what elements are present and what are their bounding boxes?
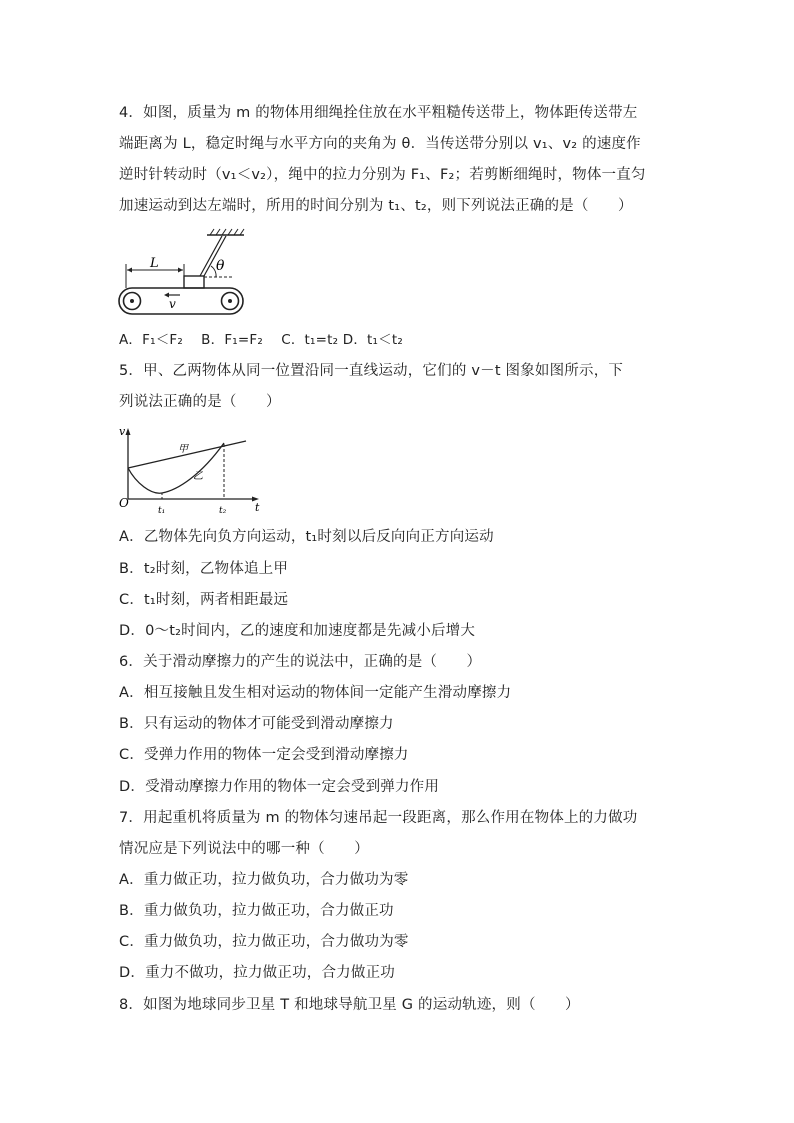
yi-label: 乙 bbox=[193, 471, 203, 482]
q6-stem: 6．关于滑动摩擦力的产生的说法中，正确的是（ ） bbox=[119, 654, 482, 670]
ceiling-hatch bbox=[210, 229, 244, 235]
t-axis-label: t bbox=[255, 501, 260, 514]
series-yi-curve bbox=[128, 443, 224, 493]
q5-stem-line-2: 列说法正确的是（ ） bbox=[119, 394, 281, 410]
block bbox=[184, 276, 204, 288]
q7-option-a: A．重力做正功，拉力做负功，合力做功为零 bbox=[119, 872, 409, 888]
q7-option-d: D．重力不做功，拉力做正功，合力做正功 bbox=[119, 965, 395, 981]
q4-stem-line-2: 端距离为 L，稳定时绳与水平方向的夹角为 θ．当传送带分别以 v₁、v₂ 的速度作 bbox=[119, 136, 641, 152]
q7-stem-line-2: 情况应是下列说法中的哪一种（ ） bbox=[119, 841, 369, 857]
v-axis-label: v bbox=[119, 425, 126, 438]
q6-option-d: D．受滑动摩擦力作用的物体一定会受到弹力作用 bbox=[119, 779, 440, 795]
origin-label: O bbox=[119, 496, 129, 510]
q6-option-b: B．只有运动的物体才可能受到滑动摩擦力 bbox=[119, 716, 394, 732]
angle-label: θ bbox=[216, 258, 225, 274]
velocity-label: v bbox=[169, 297, 176, 311]
q5-option-a: A．乙物体先向负方向运动，t₁时刻以后反向向正方向运动 bbox=[119, 529, 494, 545]
q5-option-b: B．t₂时刻，乙物体追上甲 bbox=[119, 561, 289, 577]
q6-option-c: C．受弹力作用的物体一定会受到滑动摩擦力 bbox=[119, 747, 409, 763]
conveyor-belt-figure bbox=[116, 226, 248, 322]
q7-option-b: B．重力做负功，拉力做正功，合力做正功 bbox=[119, 903, 394, 919]
q5-stem-line-1: 5．甲、乙两物体从同一位置沿同一直线运动，它们的 v－t 图象如图所示，下 bbox=[119, 363, 624, 379]
q4-stem-line-4: 加速运动到达左端时，所用的时间分别为 t₁、t₂，则下列说法正确的是（ ） bbox=[119, 198, 633, 214]
q4-stem-line-3: 逆时针转动时（v₁＜v₂），绳中的拉力分别为 F₁、F₂；若剪断细绳时，物体一直匀 bbox=[119, 167, 646, 183]
t2-label: t₂ bbox=[219, 506, 227, 516]
jia-label: 甲 bbox=[178, 444, 188, 455]
length-label: L bbox=[150, 256, 159, 271]
q7-stem-line-1: 7．用起重机将质量为 m 的物体匀速吊起一段距离，那么作用在物体上的力做功 bbox=[119, 810, 638, 826]
q6-option-a: A．相互接触且发生相对运动的物体间一定能产生滑动摩擦力 bbox=[119, 685, 512, 701]
q4-stem-line-1: 4．如图，质量为 m 的物体用细绳拴住放在水平粗糙传送带上，物体距传送带左 bbox=[119, 105, 638, 121]
vt-graph-figure bbox=[116, 423, 264, 519]
q5-option-d: D．0～t₂时间内，乙的速度和加速度都是先减小后增大 bbox=[119, 623, 476, 639]
q7-option-c: C．重力做负功，拉力做正功，合力做功为零 bbox=[119, 934, 409, 950]
t1-label: t₁ bbox=[158, 506, 166, 516]
q5-option-c: C．t₁时刻，两者相距最远 bbox=[119, 592, 289, 608]
q4-options: A．F₁＜F₂ B．F₁=F₂ C．t₁=t₂ D．t₁＜t₂ bbox=[119, 332, 403, 348]
q8-stem: 8．如图为地球同步卫星 T 和地球导航卫星 G 的运动轨迹，则（ ） bbox=[119, 997, 580, 1013]
